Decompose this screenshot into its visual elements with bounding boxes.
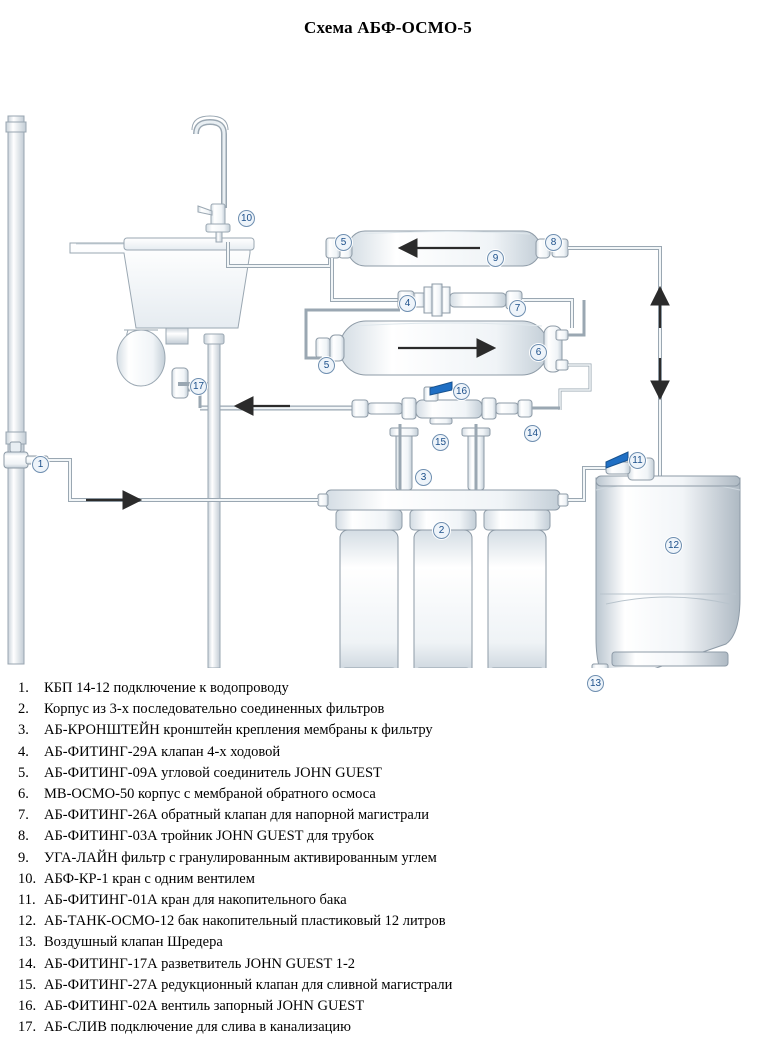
legend-label: Воздушный клапан Шредера <box>44 934 223 951</box>
legend-number: 12. <box>18 913 37 930</box>
legend-label: КБП 14-12 подключение к водопроводу <box>44 680 289 696</box>
callout-1: 1 <box>32 456 49 473</box>
legend-label: АБ-ФИТИНГ-29А клапан 4-х ходовой <box>44 743 281 760</box>
legend-item <box>14 699 762 720</box>
legend-number: 11. <box>18 892 36 909</box>
legend-number: 8. <box>18 828 29 845</box>
callout-6: 6 <box>530 344 547 361</box>
legend-item <box>14 954 762 975</box>
legend-item <box>14 975 762 996</box>
legend-number: 17. <box>18 1019 37 1036</box>
callout-5-membrane: 5 <box>318 357 335 374</box>
legend-item <box>14 826 762 847</box>
legend-label: АБ-ФИТИНГ-17А разветвитель JOHN GUEST 1-2 <box>44 955 356 972</box>
legend-label: УГА-ЛАЙН фильтр с гранулированным активированным углем <box>44 849 437 866</box>
legend-label: АБ-ФИТИНГ-09А угловой соединитель JOHN GUEST <box>44 764 382 781</box>
legend-item <box>14 911 762 932</box>
callout-11: 11 <box>629 452 646 469</box>
legend-number: 4. <box>18 743 29 760</box>
legend-label: АБ-КРОНШТЕЙН кронштейн крепления мембраны к фильтру <box>44 722 433 739</box>
legend-number: 3. <box>18 722 29 739</box>
callout-3: 3 <box>415 469 432 486</box>
callout-8: 8 <box>545 234 562 251</box>
legend-list <box>0 678 776 1038</box>
legend-item <box>14 720 762 741</box>
legend-number: 13. <box>18 934 37 951</box>
callout-9: 9 <box>487 250 504 267</box>
legend-number: 16. <box>18 998 37 1015</box>
legend-label: АБ-ФИТИНГ-27А редукционный клапан для сливной магистрали <box>44 976 453 993</box>
legend-number: 15. <box>18 976 37 993</box>
callout-7: 7 <box>509 300 526 317</box>
legend-number: 5. <box>18 764 29 781</box>
callout-2: 2 <box>433 522 450 539</box>
legend-item <box>14 742 762 763</box>
callout-4: 4 <box>399 295 416 312</box>
legend-item <box>14 932 762 953</box>
callout-17: 17 <box>190 378 207 395</box>
legend-label: АБ-ФИТИНГ-02А вентиль запорный JOHN GUEST <box>44 998 365 1015</box>
legend-item <box>14 1017 762 1038</box>
callout-10: 10 <box>238 210 255 227</box>
legend-label: МВ-ОСМО-50 корпус с мембраной обратного осмоса <box>44 786 376 803</box>
callout-12: 12 <box>665 537 682 554</box>
legend-item <box>14 890 762 911</box>
legend-number: 10. <box>18 870 37 887</box>
legend-label: АБ-СЛИВ подключение для слива в канализацию <box>44 1019 351 1036</box>
legend-number: 1. <box>18 680 29 696</box>
legend-label: АБ-ФИТИНГ-01А кран для накопительного бака <box>44 892 347 909</box>
legend-number: 2. <box>18 701 29 718</box>
legend-label: АБ-ТАНК-ОСМО-12 бак накопительный пластиковый 12 литров <box>44 913 446 930</box>
callout-14: 14 <box>524 425 541 442</box>
legend-label: Корпус из 3-х последовательно соединенных фильтров <box>44 701 385 718</box>
legend-label: АБФ-КР-1 кран с одним вентилем <box>44 870 255 887</box>
legend-item <box>14 869 762 890</box>
legend-label: АБ-ФИТИНГ-26А обратный клапан для напорной магистрали <box>44 807 429 824</box>
page-title: Схема АБФ-ОСМО-5 <box>304 18 472 37</box>
legend-number: 6. <box>18 786 29 803</box>
legend-number: 9. <box>18 849 29 866</box>
callout-13: 13 <box>587 675 604 692</box>
callout-5-top: 5 <box>335 234 352 251</box>
legend-item <box>14 784 762 805</box>
callout-16: 16 <box>453 383 470 400</box>
legend-item <box>14 805 762 826</box>
schematic-drawing <box>0 38 776 668</box>
legend-item <box>14 763 762 784</box>
legend-item <box>14 678 762 699</box>
legend-item <box>14 996 762 1017</box>
legend-number: 14. <box>18 955 37 972</box>
callout-15: 15 <box>432 434 449 451</box>
legend-label: АБ-ФИТИНГ-03А тройник JOHN GUEST для трубок <box>44 828 375 845</box>
legend-number: 7. <box>18 807 29 824</box>
legend-item <box>14 848 762 869</box>
